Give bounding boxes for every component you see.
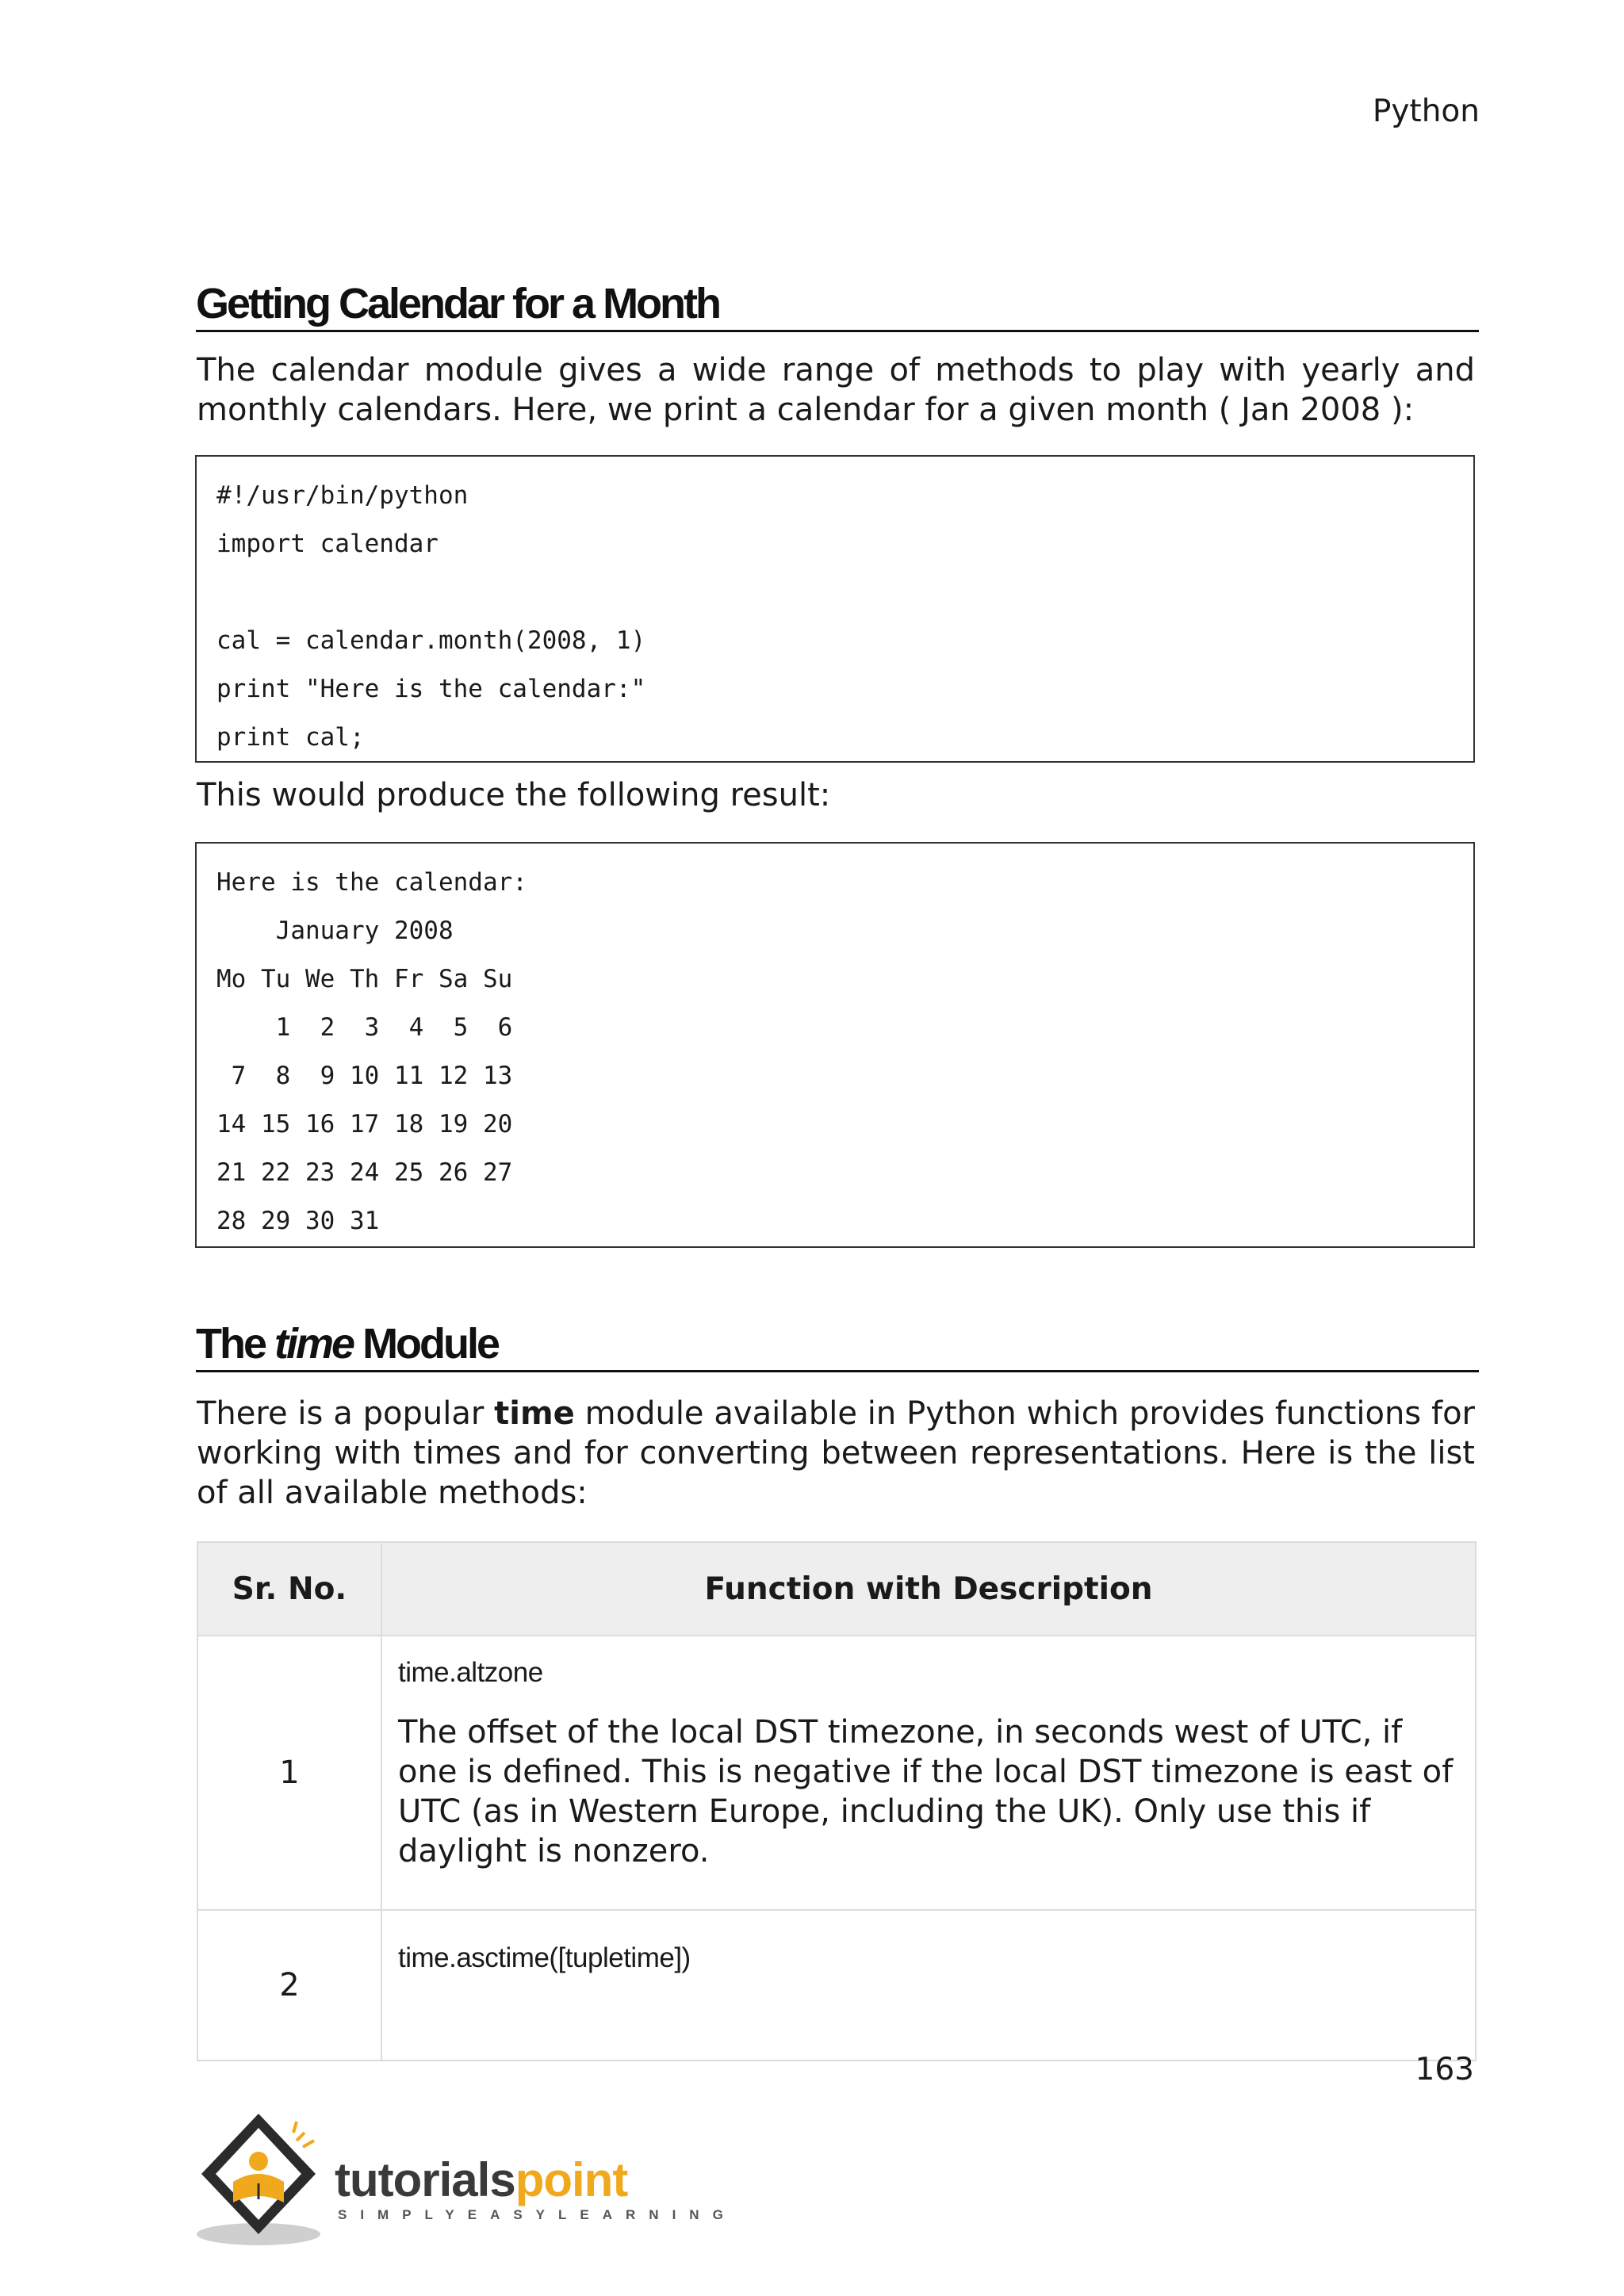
heading-text-post: Module (353, 1320, 499, 1368)
function-description: The offset of the local DST timezone, in seconds west of UTC, if one is defined. This is negative if the local DST timezone is east of UTC (as in Western Europe, including the UK). Only use this if daylight is nonzero. (398, 1714, 1454, 1869)
table-header-row (197, 1542, 1476, 1636)
table-row (197, 1910, 1476, 2061)
column-header-function: Function with Description (381, 1542, 1476, 1636)
section-heading-time-module (196, 1319, 1479, 1372)
time-functions-table (197, 1541, 1477, 2061)
function-name: time.asctime([tupletime]) (398, 1942, 691, 1973)
tutorialspoint-logo (195, 2109, 737, 2252)
intro-text-post: module available in Python which provides functions for working with times and for converting between representations. Here is the list of all available methods: (197, 1395, 1475, 1511)
heading-text-em: time (274, 1320, 354, 1368)
table-cell-function (381, 1636, 1476, 1910)
logo-tagline: SIMPLYEASYLEARNING (338, 2207, 737, 2222)
code-text: #!/usr/bin/python import calendar cal = calendar.month(2008, 1) print "Here is the calendar:" print cal; (216, 481, 646, 752)
intro-text-pre: There is a popular (197, 1395, 495, 1432)
function-name: time.altzone (398, 1657, 543, 1688)
logo-word-tutorials: tutorials (335, 2153, 515, 2206)
logo-word-point: point (515, 2153, 628, 2206)
heading-text-pre: The (196, 1320, 275, 1368)
table-row (197, 1636, 1476, 1910)
table-cell-sr-no: 2 (197, 1910, 381, 2061)
result-intro-paragraph: This would produce the following result: (197, 777, 831, 813)
table-cell-sr-no: 1 (197, 1636, 381, 1910)
section-heading-calendar: Getting Calendar for a Month (196, 279, 1479, 332)
table-cell-function (381, 1910, 1476, 2061)
code-block (195, 455, 1475, 763)
calendar-intro-paragraph: The calendar module gives a wide range of methods to play with yearly and monthly calendars. Here, we print a calendar for a given month ( Jan 2008 ): (197, 352, 1475, 428)
column-header-sr-no: Sr. No. (197, 1542, 381, 1636)
page-number: 163 (1415, 2052, 1474, 2087)
output-text: Here is the calendar: January 2008 Mo Tu We Th Fr Sa Su 1 2 3 4 5 6 7 8 9 10 11 12 13 14 15 16 17 18 19 20 21 22 23 24 25 26 27 28 29 30 31 (216, 868, 527, 1235)
logo-wordmark (335, 2152, 627, 2207)
intro-text-bold: time (494, 1395, 575, 1432)
running-header: Python (1372, 94, 1480, 129)
logo-diamond-icon (195, 2109, 338, 2252)
output-block (195, 842, 1475, 1248)
time-module-intro-paragraph (197, 1394, 1475, 1513)
